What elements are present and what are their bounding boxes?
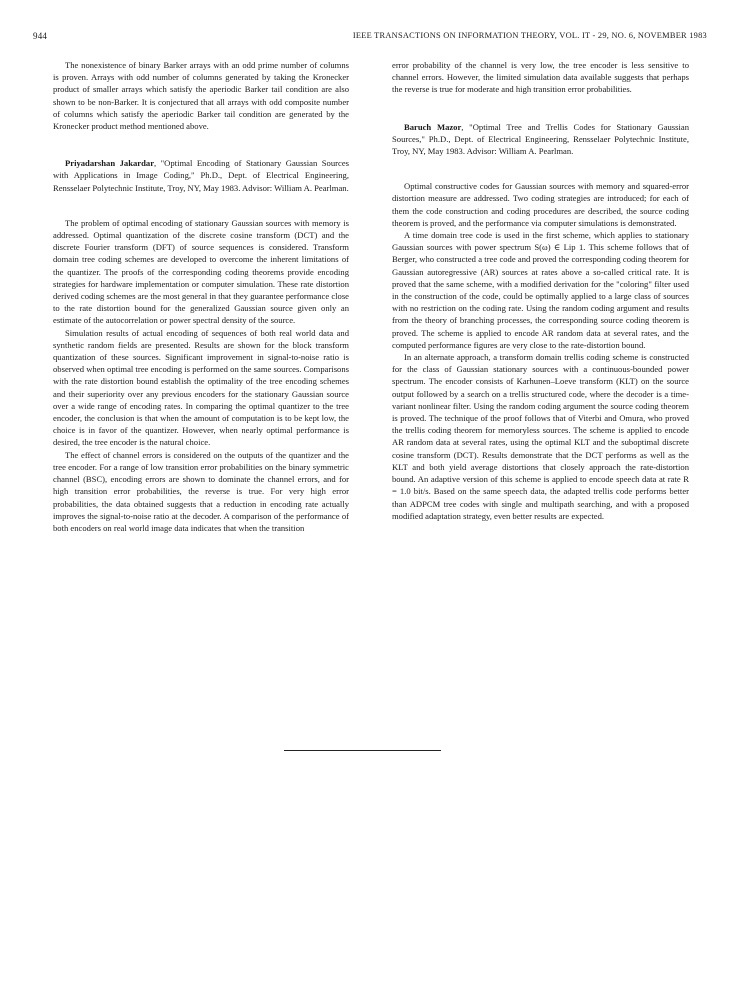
section-end-rule [284, 750, 441, 751]
abstract-paragraph: Simulation results of actual encoding of sequences of both real world data and synthetic random fields are presented. Results are shown for the block transform quantization of these sources. Significant improvement in signal-to-noise ratio is observed when optimal tree encoding is performed on the same sources. Comparisons with the rate distortion bound establish the optimality of the tree encoding schemes and their superiority over any previous encoders for the stationary Gaussian source over a wide range of encoding rates. In comparing the optimal quantizer to the tree encoder, the conclusion is that when the amount of computation is to be kept low, the choice is in favor of the quantizer. However, when nearly optimal performance is desired, the tree encoder is the natural choice. [53, 327, 349, 448]
continuation-paragraph: The nonexistence of binary Barker arrays with an odd prime number of columns is proven. Arrays with odd number of columns generated by taking the Kronecker product of smaller arrays which satisfy the aperiodic Barker tail condition are also shown to be non-Barker. It is conjectured that all arrays with odd composite number of columns which satisfy the aperiodic Barker tail condition are generated by the Kronecker product method mentioned above. [53, 60, 349, 132]
author-name: Priyadarshan Jakardar [65, 158, 155, 169]
continuation-paragraph: error probability of the channel is very low, the tree encoder is less sensitive to channel errors. However, the limited simulation data available suggests that perhaps the reverse is true for moderate and high transition error probabilities. [392, 60, 689, 95]
author-name: Baruch Mazor [404, 121, 462, 132]
abstract-paragraph: The problem of optimal encoding of stationary Gaussian sources with memory is addressed. Optimal quantization of the discrete cosine transform (DCT) and the discrete Fourier transform (DFT) of source sequences is considered. Transform domain tree coding schemes are developed to overcome the inherent limitations of the quantizer. The proofs of the corresponding coding theorems provide encoding strategies for hardware implementation or computer simulation. These rate distortion derived coding schemes are the most general in that they guarantee performance close to the rate distortion bound for the generalized Gaussian source given only an estimate of the autocorrelation or power spectral density of the source. [53, 217, 349, 326]
citation: , "Optimal Encoding of Stationary Gaussian Sources with Applications in Image Coding," Ph.D., Dept. of Electrical Engineering, Rensselaer Polytechnic Institute, Troy, NY, May 1983. Advisor: William A. Pearlman. [53, 158, 349, 193]
thesis-entry-jakardar [53, 157, 349, 194]
thesis-entry-mazor [392, 121, 689, 158]
abstract-paragraph: The effect of channel errors is considered on the outputs of the quantizer and the tree encoder. For a range of low transition error probabilities on the binary symmetric channel (BSC), encoding errors are shown to dominate the channel errors, and for high transition error probabilities, the reverse is true. For very high error probabilities, the data obtained suggests that a reduction in encoding rate actually improves the signal-to-noise ratio at the decoder. A comparison of the performance of both encoders on real world image data indicates that when the transition [53, 449, 349, 533]
abstract-paragraph: Optimal constructive codes for Gaussian sources with memory and squared-error distortion measure are addressed. Two coding strategies are introduced; for each of them the code construction and coding procedures are described, the source coding theorem is proved, and the performance via computer simulations is demonstrated. [392, 181, 689, 228]
page-number: 944 [33, 31, 48, 41]
left-column [53, 59, 349, 534]
citation: , "Optimal Tree and Trellis Codes for Stationary Gaussian Sources," Ph.D., Dept. of Electrical Engineering, Rensselaer Polytechnic Institute, Troy, NY, May 1983. Advisor: William A. Pearlman. [392, 121, 689, 157]
running-head: IEEE TRANSACTIONS ON INFORMATION THEORY, VOL. IT - 29, NO. 6, NOVEMBER 1983 [352, 31, 707, 40]
abstract-paragraph: In an alternate approach, a transform domain trellis coding scheme is constructed for the class of Gaussian stationary sources with a continuous-bounded power spectrum. The encoder consists of Karhunen–Loeve transform (KLT) on the source output followed by a search on a trellis structured code, where the decoder is a time-variant nonlinear filter. Using the random coding argument the source coding theorem is proved. The technique of the proof follows that of Viterbi and Omura, who proved the trellis coding theorem for memoryless sources. The scheme is applied to encode AR random data at several rates, using the optimal KLT and the suboptimal discrete cosine transform (DCT). Results demonstrate that the DCT performs as well as the KLT and both yield average distortions that closely approach the rate-distortion bound. An adaptive version of this scheme is applied to encode speech data at rate R = 1.0 bit/s. Based on the same speech data, the adapted trellis code performs better than ADPCM tree codes with single and multipath searching, and with a proposed modified adaptation strategy, even better results are expected. [392, 352, 689, 521]
abstract-paragraph: A time domain tree code is used in the first scheme, which applies to stationary Gaussian sources with power spectrum S(ω) ∈ Lip 1. This scheme follows that of Berger, who constructed a tree code and proved the corresponding coding theorem for Gaussian autoregressive (AR) sources at rates above a so-called critical rate. It is proved that the same scheme, with a modified derivation for the "coloring" filter used in the construction of the code, could be optimally applied to a large class of sources with no restriction on the coding rate. Using the random coding argument and results from the theory of branching processes, the corresponding source coding theorem is proved. The scheme is applied to encode AR random data at several rates, and the computed performance figures are very close to the rate-distortion bound. [392, 230, 689, 350]
right-column [392, 59, 689, 522]
